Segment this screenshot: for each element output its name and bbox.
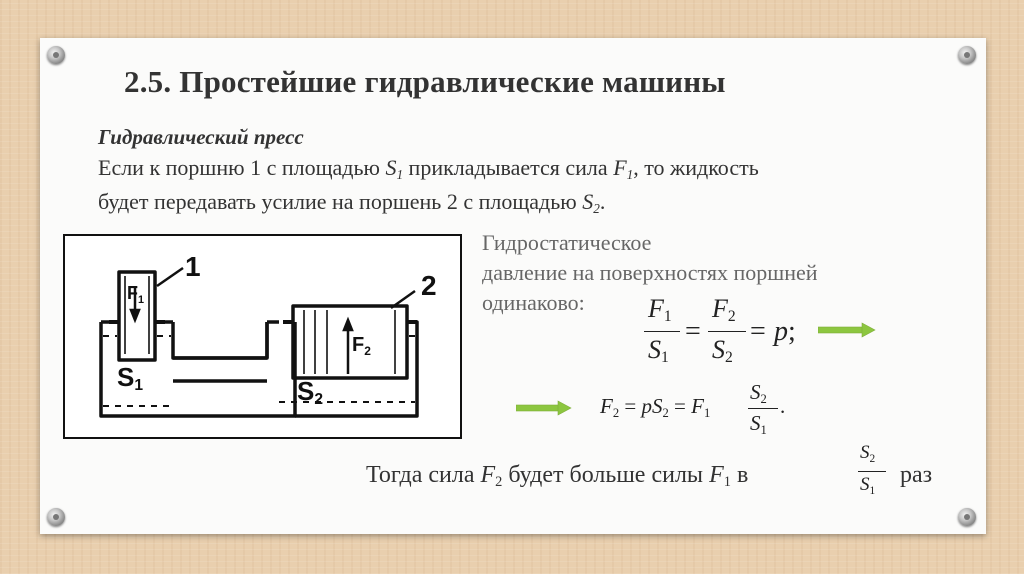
pushpin-top-right-icon: [958, 46, 976, 64]
symbol-S1: $S_1$: [385, 155, 404, 182]
symbol-S2: $S_2$: [582, 189, 600, 216]
hydraulic-press-diagram: [63, 234, 462, 439]
pressure-symbol: p;: [774, 316, 796, 347]
paragraph-text: прикладывается сила: [403, 155, 614, 180]
piston-2-label: 2: [421, 270, 437, 301]
pressure-equality-formula: [640, 294, 840, 374]
pushpin-top-left-icon: [47, 46, 65, 64]
equals-sign: =: [685, 316, 701, 347]
area-s2-label: $S_2$: [297, 376, 324, 408]
green-arrow-icon: [516, 400, 572, 416]
intro-paragraph: Если к поршню 1 с площадью $S_1$ прикладывается сила $F_1$, то жидкость будет передавать усилие на поршень 2 с площадью $S_2$.: [98, 155, 759, 216]
fraction-bar: [858, 471, 886, 472]
piston-1-label: 1: [185, 251, 201, 282]
explanation-line: давление на поверхностях поршней: [482, 260, 818, 285]
fraction-denominator: $S_1$: [860, 474, 876, 497]
fraction-denominator: $S_1$: [648, 335, 669, 366]
force-ratio-formula: $F_2 = pS_2 = F_1$ $S_2$ $S_1$ .: [600, 380, 786, 437]
paragraph-text: Если к поршню 1 с площадью: [98, 155, 386, 180]
area-s1-label: $S_1$: [117, 362, 144, 394]
section-subtitle: Гидравлический пресс: [98, 125, 304, 149]
force-f2-label: $F_2$: [352, 334, 371, 358]
symbol-F1: $F_1$: [613, 155, 634, 182]
pushpin-bottom-left-icon: [47, 508, 65, 526]
formula-lhs: $F_2 = pS_2 = F_1$: [600, 394, 711, 420]
fraction-denominator: $S_1$: [750, 411, 767, 437]
fraction-bar: [644, 331, 680, 332]
explanation-line: Гидростатическое: [482, 230, 652, 255]
paragraph-text: , то жидкость: [633, 155, 759, 180]
conclusion-end: раз: [900, 462, 933, 488]
fraction-numerator: $S_2$: [860, 442, 876, 465]
force-f1-label: $F_1$: [127, 283, 145, 306]
paragraph-text: будет передавать усилие на поршень 2 с площадью: [98, 189, 583, 214]
conclusion-fraction: [858, 442, 894, 508]
slide-title: 2.5. Простейшие гидравлические машины: [124, 64, 726, 99]
fraction-bar: [708, 331, 746, 332]
equals-sign: =: [750, 316, 766, 347]
hydraulic-press-drawing: [65, 236, 460, 437]
fraction-numerator: $F_1$: [648, 294, 672, 325]
green-arrow-icon: [818, 322, 876, 338]
fraction-numerator: $S_2$: [750, 380, 767, 406]
fraction-numerator: $F_2$: [712, 294, 736, 325]
fraction-denominator: $S_2$: [712, 335, 733, 366]
explanation-line: одинаково:: [482, 290, 585, 315]
conclusion-sentence: Тогда сила $F_2$ будет больше силы $F_1$ в: [366, 462, 749, 490]
pushpin-bottom-right-icon: [958, 508, 976, 526]
fraction-bar: [748, 408, 778, 409]
